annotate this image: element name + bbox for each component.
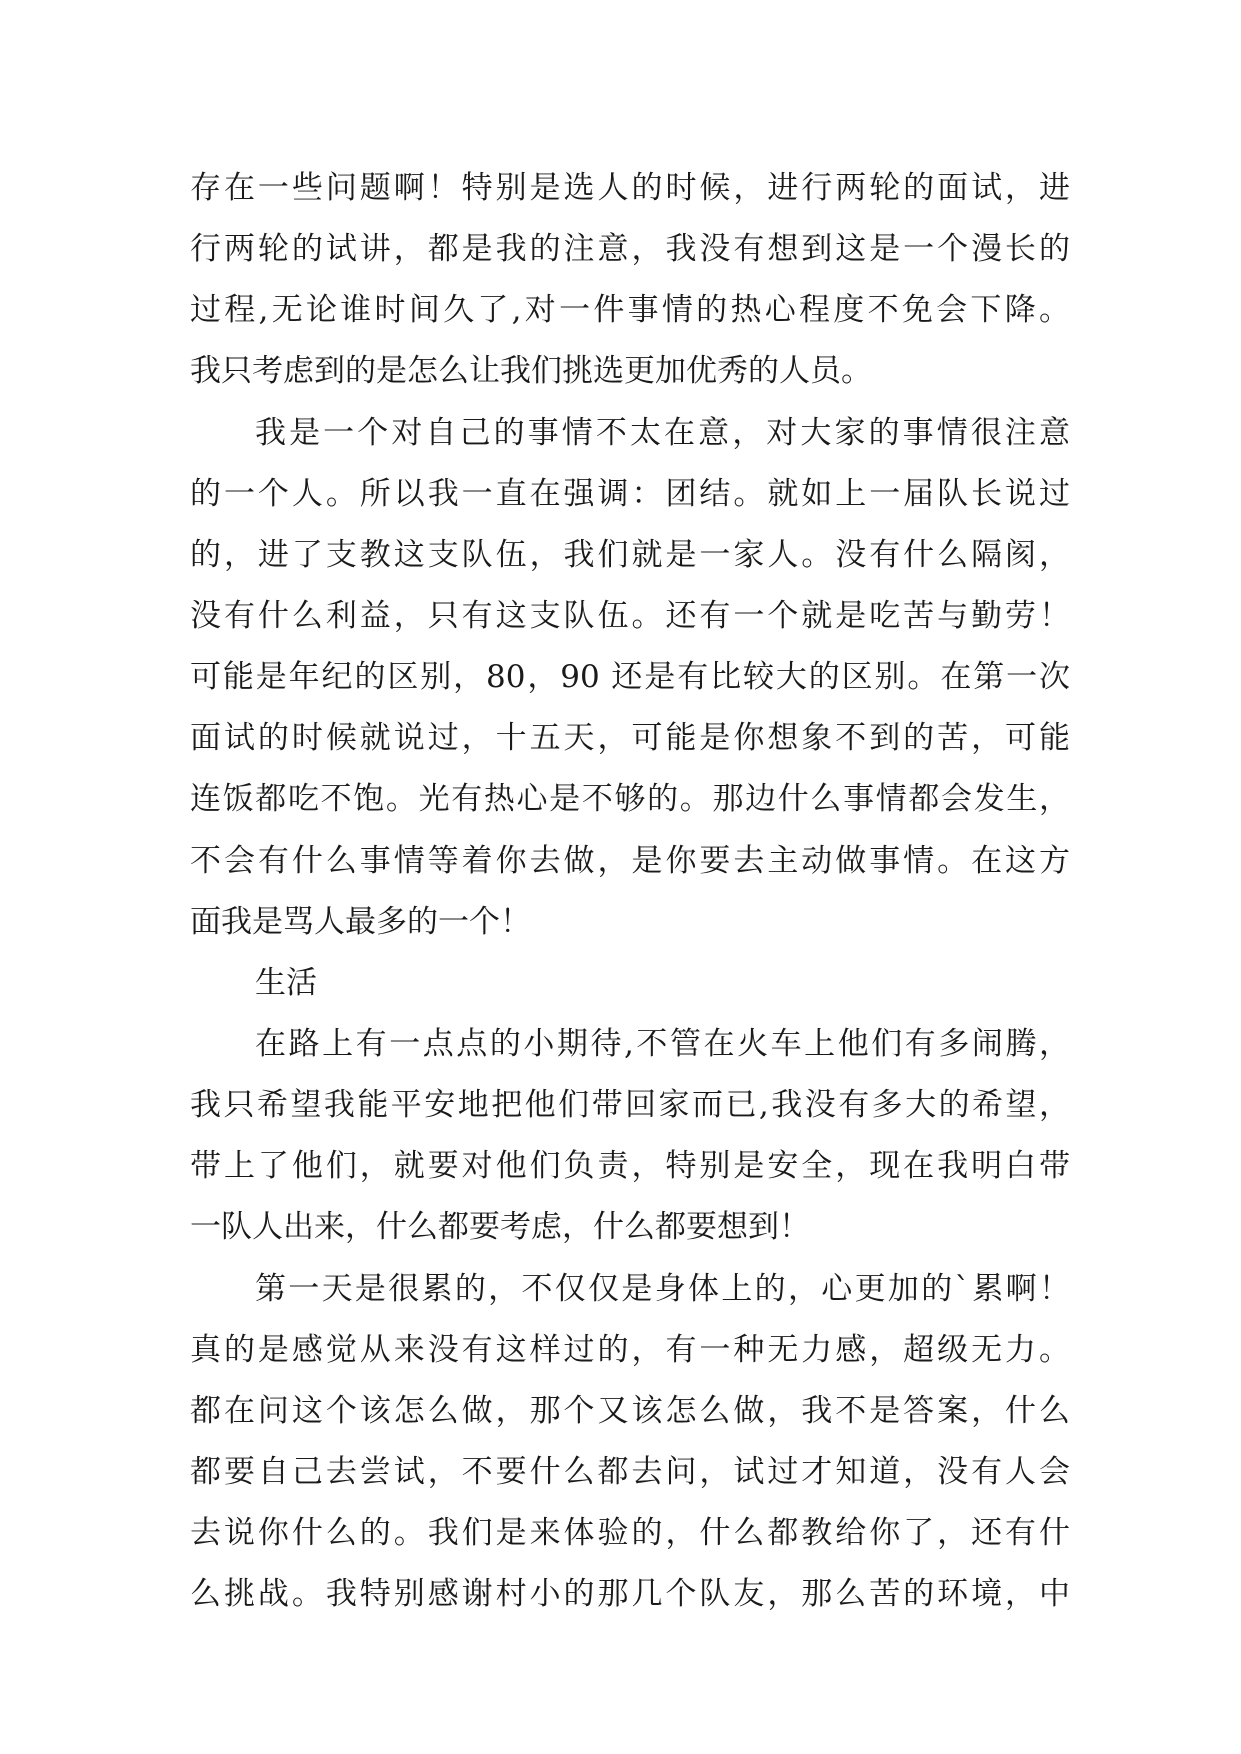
text-line: 一队人出来，什么都要考虑，什么都要想到！ (190, 1209, 810, 1246)
paragraph-first-line: 我是一个对自己的事情不太在意，对大家的事情很注意 (255, 414, 1070, 451)
text-line: 都在问这个该怎么做，那个又该怎么做，我不是答案，什么 (190, 1392, 1070, 1429)
text-line: 的一个人。所以我一直在强调：团结。就如上一届队长说过 (190, 475, 1070, 512)
text-line: 的，进了支教这支队伍，我们就是一家人。没有什么隔阂， (190, 536, 1070, 573)
text-line: 没有什么利益，只有这支队伍。还有一个就是吃苦与勤劳！ (190, 597, 1070, 634)
text-line: 都要自己去尝试，不要什么都去问，试过才知道，没有人会 (190, 1453, 1070, 1490)
text-line: 我只考虑到的是怎么让我们挑选更加优秀的人员。 (190, 353, 872, 390)
text-line: 我只希望我能平安地把他们带回家而已,我没有多大的希望， (190, 1087, 1070, 1124)
section-heading: 生活 (255, 964, 317, 1001)
paragraph-first-line: 在路上有一点点的小期待,不管在火车上他们有多闹腾， (255, 1025, 1070, 1062)
text-line: 面试的时候就说过，十五天，可能是你想象不到的苦，可能 (190, 720, 1070, 757)
text-line: 真的是感觉从来没有这样过的，有一种无力感，超级无力。 (190, 1331, 1070, 1368)
text-line: 行两轮的试讲，都是我的注意，我没有想到这是一个漫长的 (190, 231, 1070, 268)
text-line: 么挑战。我特别感谢村小的那几个队友，那么苦的环境，中 (190, 1576, 1070, 1613)
paragraph-first-line: 第一天是很累的，不仅仅是身体上的，心更加的`累啊！ (255, 1270, 1070, 1307)
text-line: 存在一些问题啊！特别是选人的时候，进行两轮的面试，进 (190, 170, 1070, 206)
text-line: 过程,无论谁时间久了,对一件事情的热心程度不免会下降。 (190, 292, 1070, 329)
text-line: 连饭都吃不饱。光有热心是不够的。那边什么事情都会发生， (190, 781, 1070, 818)
body-text (190, 158, 1070, 1625)
text-line: 可能是年纪的区别，80，90 还是有比较大的区别。在第一次 (190, 659, 1070, 696)
text-line: 面我是骂人最多的一个！ (190, 903, 531, 940)
text-line: 带上了他们，就要对他们负责，特别是安全，现在我明白带 (190, 1148, 1070, 1185)
text-line: 去说你什么的。我们是来体验的，什么都教给你了，还有什 (190, 1515, 1070, 1552)
text-line: 不会有什么事情等着你去做，是你要去主动做事情。在这方 (190, 842, 1070, 879)
